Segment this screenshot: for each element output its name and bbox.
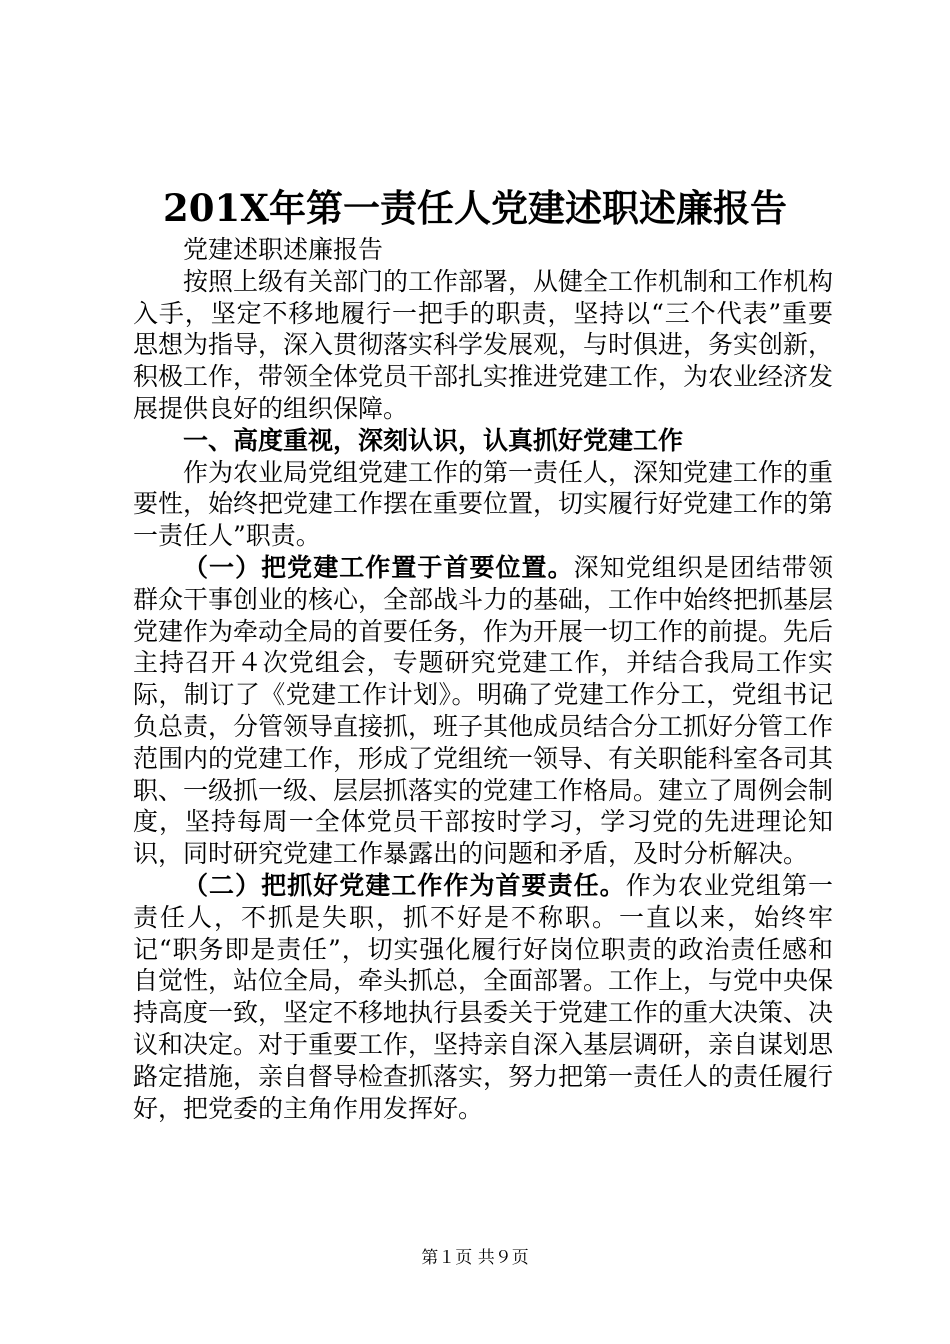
section-1-paragraph: 作为农业局党组党建工作的第一责任人，深知党建工作的重要性，始终把党建工作摆在重要位置，切实履行好党建工作的第一责任人”职责。	[133, 457, 834, 551]
page-footer: 第１页 共９页	[421, 1248, 529, 1268]
document-subtitle: 党建述职述廉报告	[183, 235, 384, 264]
sub-section-2-heading: （二）把抓好党建工作作为首要责任。	[183, 870, 626, 900]
sub-section-2-text: 作为农业党组第一责任人，不抓是失职，抓不好是不称职。一直以来，始终牢记“职务即是责任”，切实强化履行好岗位职责的政治责任感和自觉性，站位全局，牵头抓总，全面部署。工作上，与党中央保持高度一致，坚定不移地执行县委关于党建工作的重大决策、决议和决定。对于重要工作，坚持亲自深入基层调研，亲自谋划思路定措施，亲自督导检查抓落实，努力把第一责任人的责任履行好，把党委的主角作用发挥好。	[133, 870, 834, 1123]
document-body	[133, 234, 833, 1124]
sub-section-1-text: 深知党组织是团结带领群众干事创业的核心，全部战斗力的基础，工作中始终把抓基层党建作为牵动全局的首要任务，作为开展一切工作的前提。先后主持召开４次党组会，专题研究党建工作，并结合我局工作实际，制订了《党建工作计划》。明确了党建工作分工，党组书记负总责，分管领导直接抓，班子其他成员结合分工抓好分管工作范围内的党建工作，形成了党组统一领导、有关职能科室各司其职、一级抓一级、层层抓落实的党建工作格局。建立了周例会制度，坚持每周一全体党员干部按时学习，学习党的先进理论知识，同时研究党建工作暴露出的问题和矛盾，及时分析解决。	[133, 552, 834, 869]
sub-section-2-paragraph	[133, 870, 833, 1124]
document-title: 201X年第一责任人党建述职述廉报告	[163, 186, 787, 230]
section-1-heading: 一、高度重视，深刻认识，认真抓好党建工作	[183, 425, 684, 455]
intro-paragraph: 按照上级有关部门的工作部署，从健全工作机制和工作机构入手，坚定不移地履行一把手的职责，坚持以“三个代表”重要思想为指导，深入贯彻落实科学发展观，与时俱进，务实创新，积极工作，带领全体党员干部扎实推进党建工作，为农业经济发展提供良好的组织保障。	[133, 266, 834, 423]
sub-section-1-paragraph	[133, 552, 833, 870]
sub-section-1-heading: （一）把党建工作置于首要位置。	[183, 552, 574, 582]
